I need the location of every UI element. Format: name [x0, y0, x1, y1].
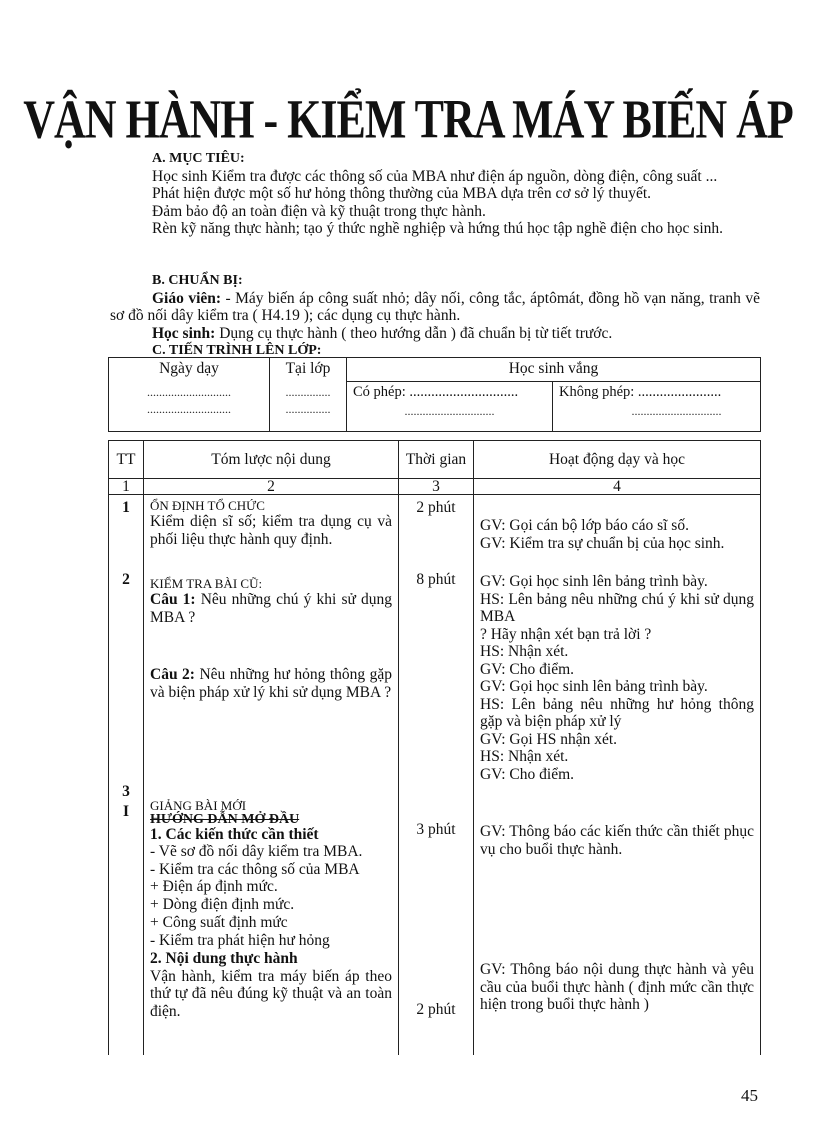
- row3-subheading: HƯỚNG DẪN MỞ ĐẦU: [150, 812, 300, 827]
- row3-time-1: 3 phút: [416, 821, 456, 838]
- row2-act-3: ? Hãy nhận xét bạn trả lời ?: [480, 625, 652, 643]
- excused-dots: ..............................: [404, 403, 495, 418]
- q2-text: Nêu những hư hỏng thông gặp và biện pháp xử lý khi sử dụng MBA ?: [150, 666, 393, 701]
- row1-act-1: GV: Gọi cán bộ lớp báo cáo sĩ số.: [480, 517, 689, 534]
- date-dots-1: ............................: [147, 384, 231, 399]
- row2-act-2: HS: Lên bảng nêu những chú ý khi sử dụng MBA: [480, 590, 754, 625]
- row2-heading: KIỂM TRA BÀI CŨ:: [150, 576, 263, 591]
- row1-heading: ỔN ĐỊNH TỔ CHỨC: [150, 498, 265, 513]
- row2-act-5: GV: Cho điểm.: [480, 660, 574, 678]
- unexcused-cell: [553, 382, 761, 432]
- knowledge-item-4: + Dòng điện định mức.: [150, 896, 295, 913]
- absent-header: [347, 358, 761, 382]
- attendance-table: [108, 357, 761, 432]
- lesson-plan-table: [108, 440, 761, 1055]
- student-prep: [110, 325, 760, 343]
- row2-act-1: GV: Gọi học sinh lên bảng trình bày.: [480, 573, 708, 590]
- q1-label: Câu 1:: [150, 591, 196, 608]
- page-title: VẬN HÀNH - KIỂM TRA MÁY BIẾN ÁP: [23, 88, 793, 151]
- row1-body: Kiểm diện sĩ số; kiểm tra dụng cụ và phối liệu thực hành quy định.: [150, 513, 392, 548]
- knowledge-item-3: + Điện áp định mức.: [150, 878, 278, 895]
- objective-4: Rèn kỹ năng thực hành; tạo ý thức nghề nghiệp và hứng thú học tập nghề điện cho học sinh.: [152, 220, 724, 237]
- student-text: Dụng cụ thực hành ( theo hướng dẫn ) đã chuẩn bị từ tiết trước.: [215, 324, 613, 342]
- practice-heading: 2. Nội dung thực hành: [150, 950, 298, 967]
- date-cell: [109, 358, 270, 432]
- row2-q1: [150, 591, 392, 626]
- page-number: 45: [741, 1086, 758, 1105]
- row2-act-4: HS: Nhận xét.: [480, 643, 569, 660]
- row2-act-7: HS: Lên bảng nêu những hư hỏng thông gặp và biện pháp xử lý: [480, 695, 754, 730]
- header-time: Thời gian: [399, 441, 474, 479]
- section-b: [110, 272, 760, 360]
- class-dots-2: ...............: [285, 401, 331, 416]
- knowledge-item-6: - Kiểm tra phát hiện hư hỏng: [150, 932, 330, 949]
- row1-number: 1: [122, 499, 130, 516]
- row2-act-9: HS: Nhận xét.: [480, 748, 569, 765]
- row3-activity-1: GV: Thông báo các kiến thức cần thiết phục vụ cho buổi thực hành.: [480, 823, 754, 858]
- excused-cell: [347, 382, 553, 432]
- class-dots-1: ...............: [285, 384, 331, 399]
- row2-act-8: GV: Gọi HS nhận xét.: [480, 730, 618, 748]
- row1-act-2: GV: Kiểm tra sự chuẩn bị của học sinh.: [480, 534, 725, 552]
- col-num-4: 4: [474, 479, 761, 495]
- content-column: [144, 495, 399, 1055]
- row2-activity: [474, 571, 760, 785]
- section-b-heading: B. CHUẨN BỊ:: [152, 273, 243, 288]
- row3-roman: I: [122, 803, 130, 820]
- teacher-label: Giáo viên:: [152, 289, 222, 307]
- row3-content: [144, 797, 398, 1022]
- row3-number: 3: [122, 783, 130, 800]
- class-cell: [270, 358, 347, 432]
- knowledge-item-2: - Kiểm tra các thông số của MBA: [150, 860, 360, 878]
- unexcused-label: Không phép: .......................: [559, 384, 722, 400]
- row1-content: [144, 497, 398, 550]
- activity-column: [474, 495, 761, 1055]
- row1-time: 2 phút: [416, 499, 456, 516]
- excused-label: Có phép: ..............................: [353, 384, 519, 400]
- unexcused-dots: ..............................: [631, 403, 722, 418]
- header-content: Tóm lược nội dung: [144, 441, 399, 479]
- tt-column: [109, 495, 144, 1055]
- row2-number: 2: [122, 571, 130, 588]
- section-a-heading: A. MỤC TIÊU:: [152, 151, 245, 166]
- knowledge-item-1: - Vẽ sơ đồ nối dây kiểm tra MBA.: [150, 843, 363, 860]
- knowledge-item-5: + Công suất định mức: [150, 914, 288, 931]
- teacher-prep: [110, 290, 760, 325]
- date-dots-2: ............................: [147, 401, 231, 416]
- section-c-heading: C. TIẾN TRÌNH LÊN LỚP:: [152, 343, 322, 358]
- class-header: Tại lớp: [285, 360, 331, 377]
- objective-3: Đảm bảo độ an toàn điện và kỹ thuật trong thực hành.: [152, 202, 486, 220]
- absent-header-text: Học sinh vắng: [508, 360, 599, 377]
- objective-2: Phát hiện được một số hư hỏng thông thường của MBA dựa trên cơ sở lý thuyết.: [152, 185, 652, 202]
- header-activity: Hoạt động dạy và học: [474, 441, 761, 479]
- teacher-text: - Máy biến áp công suất nhỏ; dây nối, công tắc, áptômát, đồng hồ vạn năng, tranh vẽ sơ đồ nối dây kiểm tra ( H4.19 ); các dụng cụ thực hành.: [110, 289, 760, 324]
- row2-q2: [150, 666, 392, 701]
- row2-act-6: GV: Gọi học sinh lên bảng trình bày.: [480, 678, 708, 695]
- row2-time: 8 phút: [416, 571, 456, 588]
- section-a: [110, 150, 760, 238]
- time-column: [399, 495, 474, 1055]
- knowledge-heading: 1. Các kiến thức cần thiết: [150, 826, 319, 843]
- objective-1: Học sinh Kiểm tra được các thông số của MBA như điện áp nguồn, dòng điện, công suất ...: [152, 167, 718, 185]
- col-num-2: 2: [144, 479, 399, 495]
- row2-act-10: GV: Cho điểm.: [480, 765, 574, 783]
- col-num-1: 1: [109, 479, 144, 495]
- col-num-3: 3: [399, 479, 474, 495]
- date-header: Ngày dạy: [159, 360, 219, 377]
- row3-activity-2: GV: Thông báo nội dung thực hành và yêu cầu của buổi thực hành ( định mức cần thực hiện trong buổi thực hành ): [480, 961, 754, 1013]
- practice-body: Vận hành, kiểm tra máy biến áp theo thứ tự đã nêu đúng kỹ thuật và an toàn điện.: [150, 967, 392, 1020]
- student-label: Học sinh:: [152, 324, 216, 342]
- header-tt: TT: [109, 441, 144, 479]
- row1-activity: [474, 515, 760, 554]
- row3-time-2: 2 phút: [416, 1001, 456, 1018]
- row2-content: [144, 575, 398, 703]
- q1-text: Nêu những chú ý khi sử dụng MBA ?: [150, 591, 392, 626]
- row3-heading: GIẢNG BÀI MỚI: [150, 798, 247, 813]
- q2-label: Câu 2:: [150, 666, 195, 683]
